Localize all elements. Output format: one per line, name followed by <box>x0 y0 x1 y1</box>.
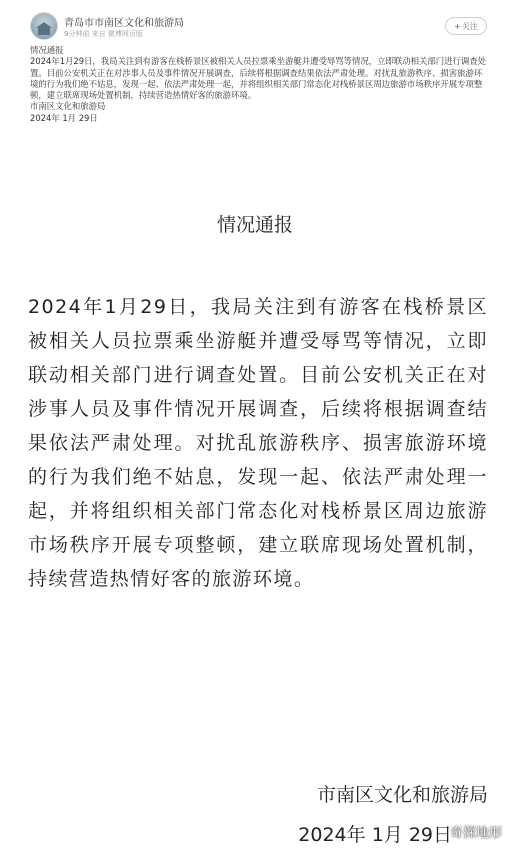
post-title: 情况通报 <box>30 45 64 55</box>
post-date: 2024年 1月 29日 <box>30 112 98 123</box>
avatar[interactable] <box>30 12 58 40</box>
watermark: 奇探地形 <box>449 826 502 841</box>
notice-title: 情况通报 <box>216 214 293 236</box>
post-text <box>30 45 490 124</box>
weibo-post <box>0 0 510 172</box>
post-meta: 9分钟前 来自 微博网页版 <box>64 30 143 38</box>
post-paragraph: 2024年1月29日，我局关注到有游客在栈桥景区被相关人员拉票乘坐游艇并遭受辱骂等情况，立即联动相关部门进行调查处置。目前公安机关正在对涉事人员及事件情况开展调查，后续将根据调查结果依法严肃处理。对扰乱旅游秩序、损害旅游环境的行为我们绝不姑息，发现一起、依法严肃处理一起，并将组织相关部门常态化对栈桥景区周边旅游市场秩序开展专项整顿，建立联席现场处置机制，持续营造热情好客的旅游环境。 <box>30 56 487 101</box>
plus-icon: + <box>454 21 461 31</box>
notice-image[interactable] <box>0 172 510 848</box>
notice-body: 2024年1月29日，我局关注到有游客在栈桥景区被相关人员拉票乘坐游艇并遭受辱骂等情况，立即联动相关部门进行调查处置。目前公安机关正在对涉事人员及事件情况开展调查，后续将根据调查结果依法严肃处理。对扰乱旅游秩序、损害旅游环境的行为我们绝不姑息，发现一起、依法严肃处理一起，并将组织相关部门常态化对栈桥景区周边旅游市场秩序开展专项整顿，建立联席现场处置机制，持续营造热情好客的旅游环境。 <box>28 296 488 590</box>
follow-button[interactable] <box>445 17 487 35</box>
account-name[interactable]: 青岛市市南区文化和旅游局 <box>64 18 184 29</box>
notice-date: 2024年 1月 29日 <box>298 824 452 846</box>
post-signature: 市南区文化和旅游局 <box>30 101 106 112</box>
follow-label: 关注 <box>461 21 478 31</box>
notice-signature: 市南区文化和旅游局 <box>316 784 488 806</box>
